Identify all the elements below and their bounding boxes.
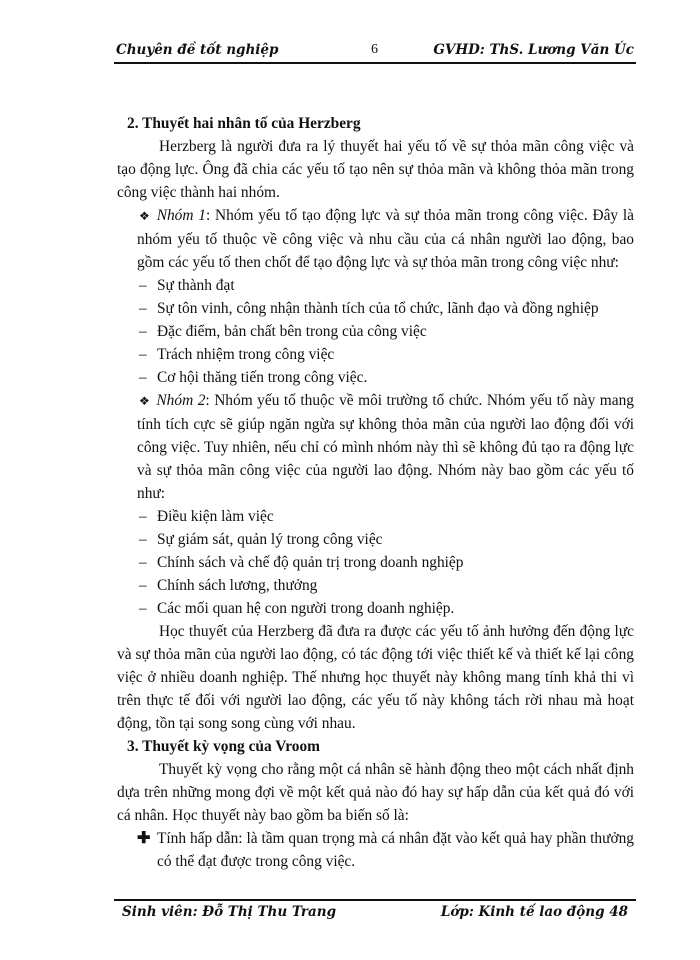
dash-bullet-icon: – bbox=[139, 600, 147, 617]
dash-bullet-icon: – bbox=[139, 323, 147, 340]
list-item: – Sự giám sát, quản lý trong công việc bbox=[117, 528, 634, 551]
dash-bullet-icon: – bbox=[139, 508, 147, 525]
group-2-text: : Nhóm yếu tố thuộc về môi trường tổ chức. Nhóm yếu tố này mang tính tích cực sẽ giúp ngăn ngừa sự không thỏa mãn của người lao động đối với công việc. Tuy nhiên, nếu chỉ có mình nhóm này thì sẽ không đủ tạo ra động lực và sự thỏa mãn công việc của người lao động. Nhóm này bao gồm các yếu tố như: bbox=[137, 392, 634, 502]
document-body bbox=[117, 112, 634, 873]
footer-class: Lớp: Kinh tế lao động 48 bbox=[440, 904, 628, 920]
group-2-paragraph bbox=[117, 389, 634, 505]
footer-student: Sinh viên: Đỗ Thị Thu Trang bbox=[122, 904, 337, 920]
group-2-list bbox=[117, 505, 634, 620]
dash-bullet-icon: – bbox=[139, 300, 147, 317]
page-footer bbox=[114, 899, 636, 923]
header-advisor: GVHD: ThS. Lương Văn Úc bbox=[433, 42, 634, 58]
list-item: – Sự tôn vinh, công nhận thành tích của tổ chức, lãnh đạo và đồng nghiệp bbox=[117, 297, 634, 320]
group-1-list bbox=[117, 274, 634, 389]
section-2-intro: Herzberg là người đưa ra lý thuyết hai yếu tố về sự thỏa mãn công việc và tạo động lực. Ông đã chia các yếu tố tạo nên sự thỏa mãn và không thỏa mãn trong công việc thành hai nhóm. bbox=[117, 138, 634, 201]
group-1-text: : Nhóm yếu tố tạo động lực và sự thỏa mãn trong công việc. Đây là nhóm yếu tố thuộc về công việc và nhu cầu của cá nhân người lao động, bao gồm các yếu tố then chốt để tạo động lực và sự thỏa mãn trong công việc như: bbox=[137, 207, 634, 271]
section-3-heading: 3. Thuyết kỳ vọng của Vroom bbox=[127, 738, 320, 755]
plus-bullet-icon: ✚ bbox=[137, 830, 151, 847]
group-2-label: Nhóm 2 bbox=[156, 392, 206, 409]
list-item: – Chính sách lương, thưởng bbox=[117, 574, 634, 597]
section-2-heading: 2. Thuyết hai nhân tố của Herzberg bbox=[127, 115, 361, 132]
dash-bullet-icon: – bbox=[139, 577, 147, 594]
dash-bullet-icon: – bbox=[139, 531, 147, 548]
list-item: ✚ Tính hấp dẫn: là tầm quan trọng mà cá nhân đặt vào kết quả hay phần thưởng có thể đạt được trong công việc. bbox=[117, 827, 634, 873]
diamond-bullet-icon: ❖ bbox=[139, 209, 151, 223]
dash-bullet-icon: – bbox=[139, 369, 147, 386]
group-1-paragraph bbox=[117, 204, 634, 274]
list-item: – Đặc điểm, bản chất bên trong của công việc bbox=[117, 320, 634, 343]
list-item: – Sự thành đạt bbox=[117, 274, 634, 297]
page-number: 6 bbox=[371, 42, 378, 57]
list-item: – Trách nhiệm trong công việc bbox=[117, 343, 634, 366]
header-title: Chuyên đề tốt nghiệp bbox=[116, 42, 279, 58]
section-2-conclusion: Học thuyết của Herzberg đã đưa ra được các yếu tố ảnh hưởng đến động lực và sự thỏa mãn của người lao động, có tác động tới việc thiết kế và thiết kế lại công việc ở nhiều doanh nghiệp. Thế nhưng học thuyết này không mang tính khả thi vì trên thực tế đối với người lao động, các yếu tố này không tách rời nhau mà hoạt động, tồn tại song song cùng với nhau. bbox=[117, 623, 634, 732]
list-item: – Cơ hội thăng tiến trong công việc. bbox=[117, 366, 634, 389]
list-item: – Các mối quan hệ con người trong doanh nghiệp. bbox=[117, 597, 634, 620]
page-header bbox=[114, 40, 636, 64]
list-item: – Chính sách và chế độ quản trị trong doanh nghiệp bbox=[117, 551, 634, 574]
dash-bullet-icon: – bbox=[139, 554, 147, 571]
list-item: – Điều kiện làm việc bbox=[117, 505, 634, 528]
section-3-intro: Thuyết kỳ vọng cho rằng một cá nhân sẽ hành động theo một cách nhất định dựa trên những mong đợi về một kết quả nào đó hay sự hấp dẫn của kết quả đó với cá nhân. Học thuyết này bao gồm ba biến số là: bbox=[117, 761, 634, 824]
dash-bullet-icon: – bbox=[139, 346, 147, 363]
dash-bullet-icon: – bbox=[139, 277, 147, 294]
group-1-label: Nhóm 1 bbox=[156, 207, 206, 224]
diamond-bullet-icon: ❖ bbox=[139, 394, 151, 408]
